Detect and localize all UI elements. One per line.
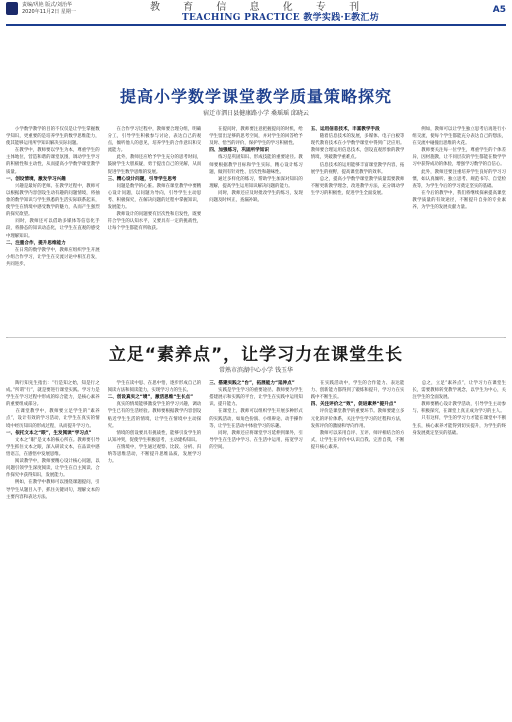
paragraph: 通过多样化的练习，帮助学生加深对知识的理解，提高学生运用知识解决问题的能力。 [209,176,303,189]
article2-column [311,380,405,716]
paragraph: 同时，教师还应将课堂学习延伸到课外，引导学生在生活中学习、在生活中运用，拓宽学习的空间。 [209,430,303,450]
section-heading: 三、精心设计问题，引导学生思考 [107,176,177,182]
article2-byline: 常熟市滨湖中心小学 钱玉华 [219,367,293,374]
paragraph: 文本之“眼”是文本的核心所在。教师要引导学生抓住文本之眼，深入研读文本，在品读中感悟语言，在感悟中发展思维。 [6,437,100,458]
paragraph: 教师要关注每一位学生，尊重学生的个体差异，因材施教，让不同层次的学生都能在数学学习中获得成功的体验，增强学习数学的自信心。 [412,148,506,168]
article2-column [108,380,202,716]
section-heading: 二、注重合作，提升思维能力 [6,240,66,246]
masthead-rule [6,24,506,26]
paragraph: 学生在读中思、在思中悟，逐步形成自己的阅读方法和阅读能力，实现学习力的生长。 [107,381,202,394]
article2-body [6,380,506,716]
paragraph: 小学数学教学的目的不仅仅是让学生掌握数学知识，更重要的是培养学生的数学思维能力，使其能够运用所学知识解决实际问题。 [6,127,100,147]
article2-column [209,380,303,716]
paragraph: 此外，教师还应给予学生充分的思考时间，鼓励学生大胆质疑，勇于提出自己的见解，从而促进学生数学思维的发展。 [107,155,202,175]
section-heading: 四、关注评价之“效”，促进素养“提升点” [310,402,397,408]
article1-title: 提高小学数学课堂教学质量策略探究 [119,87,392,106]
paragraph: 信息技术的运用能够丰富课堂教学内容，拓展学生的视野，提高课堂教学的效率。 [310,162,405,175]
section-title: TEACHING PRACTICE 教学实践·E教汇坊 [182,13,380,23]
paragraph: 例如，在教学中教师可以围绕课题提问，引导学生从题目入手，抓住关键词句，理解文本的主要内容和表达方法。 [6,480,100,500]
section-heading: 四、加强练习，巩固所学知识 [209,148,269,154]
date-line: 2020年11月2日 星期一 [22,9,76,15]
paragraph: 在课堂上，教师可以组织学生开展多种形式的实践活动，如角色扮演、小组辩论、动手操作等，让学生在活动中体验学习的乐趣。 [209,409,303,429]
paragraph: 在日常的数学教学中，教师应组织学生开展小组合作学习，让学生在交流讨论中相互启发，共同进步。 [6,247,100,267]
section-heading: 三、搭建实践之“台”，拓展能力“延伸点” [209,381,295,386]
paper-logo-icon [6,2,18,15]
edition-line: 责编/巩艳 版式/刘治华 [22,2,72,8]
title-rule [8,337,504,338]
page-number: A5 [492,5,506,15]
paragraph: 阅读教学中，教师要精心设计核心问题，以问题引领学生深度阅读，让学生在自主阅读、合作探究中获得知识，发展能力。 [6,459,100,479]
paragraph: 陶行知先生指出：“行是知之始，知是行之成。”所谓“行”，就是要进行课堂实践。学习力是学生在学习过程中形成的综合能力，是核心素养的重要组成部分。 [6,381,100,408]
paragraph: 总之，提高小学数学课堂教学质量需要教师不断更新教学理念，改进教学方法，充分调动学生学习的积极性，促进学生全面发展。 [310,176,405,196]
paragraph: 教师设计的问题要有层次性和启发性，既要符合学生的认知水平，又要具有一定的挑战性，让每个学生都能有所收获。 [107,212,202,232]
paper-name: 教 育 信 息 化 专 刊 [150,2,370,13]
paragraph: 问题是数学的心脏。教师在课堂教学中要精心设计问题，以问题为导向，引导学生主动思考、积极探究，在解决问题的过程中掌握知识，发展能力。 [107,183,202,211]
paragraph: 在教学中，教师要以学生为本，尊重学生的主体地位，营造和谐的课堂氛围，调动学生学习的积极性和主动性，从而提高小学数学课堂教学质量。 [6,148,100,175]
paragraph: 总之，立足“素养点”，让学习力在课堂生长，需要教师转变教学观念，以学生为中心，关注学生的全面发展。 [412,381,506,401]
paragraph: 教师要精心设计教学活动，引导学生主动参与、积极探究，在课堂上真正成为学习的主人。 [412,402,506,415]
masthead-meta [22,2,76,16]
paragraph: 同时，教师还可以借助多媒体等信息化手段，将静态的知识动态化，让学生在直观的感受中理解知识。 [6,219,100,239]
paragraph: 在情境中，学生通过观察、比较、分析、归纳等思维活动，不断提升思维品质，发展学习力。 [107,444,202,465]
article2-column [412,380,506,716]
section-heading: 一、依托文本之“眼”，生发阅读“学习点” [6,430,92,436]
paragraph: 在课堂教学中，教师要立足学生的“素养点”，设计有效的学习活动，让学生在真实的情境中经历知识的形成过程，从而提升学习力。 [6,409,100,429]
paragraph: 只有这样，学生的学习力才能在课堂中不断生长，核心素养才能得到切实提升，为学生的终身发展奠定坚实的基础。 [412,416,506,436]
paragraph: 在实践活动中，学生的合作能力、表达能力、创新能力都得到了锻炼和提升，学习力在实践中不断生长。 [310,381,405,401]
paragraph: 兴趣是最好的老师。在教学过程中，教师可以根据教学内容创设生动有趣的问题情境，将抽象的数学知识与学生熟悉的生活实际联系起来，使学生在情境中感受数学的魅力，从而产生强烈的探究欲望。 [6,183,100,218]
paragraph: 在今后的教学中，我们将继续探索提高课堂教学质量的有效途径，不断提升自身的专业素养，为学生的发展贡献力量。 [412,190,506,211]
paragraph: 随着信息技术的发展，多媒体、电子白板等现代教育技术在小学数学课堂中得到广泛应用。教师要合理运用信息技术，创设直观形象的教学情境，突破教学重难点。 [310,134,405,161]
paragraph: 在提问时，教师要注意把握提问的时机，给学生留出足够的思考空间，并对学生的回答给予及时、恰当的评价，保护学生的学习积极性。 [209,127,303,147]
article2-column [6,380,100,716]
paragraph: 此外，教师还要注重培养学生良好的学习习惯，如认真倾听、独立思考、规范书写、自觉检查等，为学生今后的学习奠定坚实的基础。 [412,169,506,189]
article1-column [209,126,303,336]
masthead [0,0,512,24]
article1-column [6,126,100,336]
paragraph: 评价是课堂教学的重要环节。教师要建立多元化的评价体系，关注学生学习的过程和方法，发挥评价的激励和导向作用。 [310,409,405,429]
article2-title [0,345,512,365]
paragraph: 真实的情境能够激发学生的学习兴趣，调动学生已有的生活经验。教师要根据教学内容创设贴近学生生活的情境，让学生在情境中主动探究。 [107,402,202,429]
paragraph: 同时，教师还应及时批改学生的练习，发现问题及时纠正，查漏补缺。 [209,190,303,204]
article1-body [6,126,506,336]
paragraph: 例如，教师可以让学生独立思考后再进行小组交流，使每个学生都能充分表达自己的想法，在交流中碰撞出思维的火花。 [412,127,506,147]
article1-column [412,126,506,336]
article1-column [108,126,202,336]
article1-column [311,126,405,336]
section-heading: 五、运用信息技术，丰富教学手段 [310,127,380,132]
paragraph: 在合作学习过程中，教师要合理分组，明确分工，引导学生积极参与讨论，表达自己的观点，倾听他人的意见，培养学生的合作意识和交流能力。 [107,127,202,154]
article2-title-text: 立足“素养点”，让学习力在课堂生长 [108,345,404,365]
paragraph: 练习是巩固知识、形成技能的重要途径。教师要根据教学目标和学生实际，精心设计练习题，做到有针对性、层次性和趣味性。 [209,155,303,175]
paragraph: 情境的创设要具有挑战性，能够引发学生的认知冲突，促使学生积极思考，主动建构知识。 [107,430,202,443]
paragraph: 实践是学生学习的重要途径。教师要为学生搭建展示和实践的平台，让学生在实践中运用知识、提升能力。 [209,388,303,408]
article1-byline: 宿迁市泗日县健康路小学 桑瑶瑶 邱晓云 [203,110,309,117]
paragraph: 教师可以采用自评、互评、师评相结合的方式，让学生在评价中认识自我、完善自我，不断提升核心素养。 [310,430,405,450]
section-heading: 二、创设真实之“境”，激活思维“生长点” [107,395,194,401]
section-heading: 一、创设情境，激发学习兴趣 [6,176,66,182]
